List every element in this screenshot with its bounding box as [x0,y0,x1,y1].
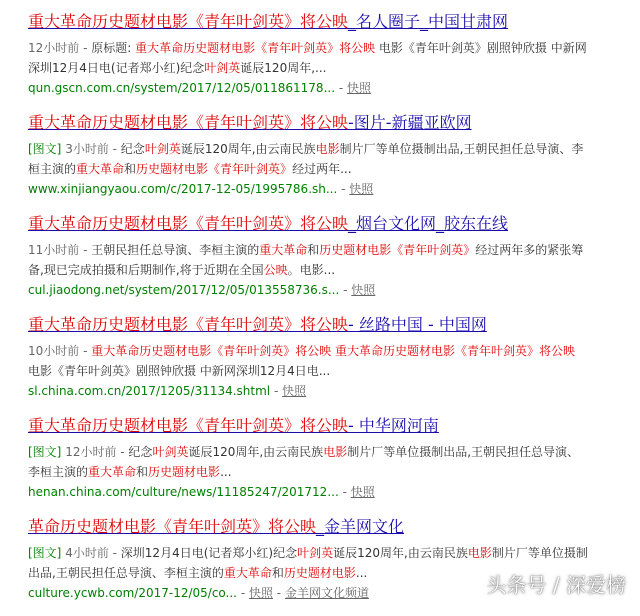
snippet-highlight: 重大革命 [88,465,137,479]
search-result [28,10,588,111]
url-separator: - [335,81,347,95]
snippet-time: 4小时前 - [65,546,121,560]
result-title-link[interactable] [28,313,588,337]
snippet-text: 。电影... [287,263,336,277]
title-highlight: 重大革命历史题材电影《青年叶剑英》将公映 [28,416,349,435]
result-url-line [28,381,588,401]
search-result [28,212,588,313]
result-url-line [28,280,588,300]
title-highlight: 重大革命历史题材电影《青年叶剑英》将公映 [28,315,349,334]
snippet-text: 经过两年... [292,162,352,176]
channel-link[interactable]: 金羊网文化频道 [284,586,369,600]
snippet-highlight: 历史题材电影 [148,465,221,479]
result-url-line [28,482,588,502]
image-text-tag: [图文] [28,546,66,560]
snippet-highlight: 重大革命 [223,566,272,580]
snippet-highlight: 电影 [323,445,348,459]
snippet-time: 10小时前 - [28,344,92,358]
result-url-line [28,78,588,98]
cache-link[interactable]: 快照 [350,485,375,499]
url-separator: - [272,586,285,600]
url-separator: - [270,384,283,398]
title-source: _烟台文化网_胶东在线 [348,214,509,233]
title-highlight: 重大革命历史题材电影《青年叶剑英》将公映 [28,12,349,31]
title-source: -图片-新疆亚欧网 [348,113,472,132]
title-source: - 丝路中国 - 中国网 [348,315,487,334]
snippet-highlight: 叶剑英 [297,546,334,560]
snippet-highlight: 历史题材电影《青年叶剑英》 [319,243,476,257]
snippet-text: 和 [271,566,284,580]
snippet-text: 诞辰120周年,由云南民族 [188,445,324,459]
result-url: sl.china.com.cn/2017/1205/31134.shtml [28,384,271,398]
snippet-text: 和 [136,465,149,479]
snippet-text: ... [220,465,232,479]
result-url: henan.china.com/culture/news/11185247/201712... [28,485,339,499]
snippet-highlight: 电影 [315,142,340,156]
snippet-text: 电影《青年叶剑英》剧照钟欣摄 中新网深圳12月4日电... [28,364,331,378]
watermark: 头条号 / 深爱榜 [486,573,626,597]
title-highlight: 重大革命历史题材电影《青年叶剑英》将公映 [28,214,349,233]
image-text-tag: [图文] [28,142,66,156]
snippet-time: 12小时前 - [28,41,92,55]
snippet-highlight: 电影 [467,546,492,560]
result-url: culture.ycwb.com/2017-12/05/co... [28,586,237,600]
result-url: cul.jiaodong.net/system/2017/12/05/013558736.s... [28,283,340,297]
snippet-time: 12小时前 - [65,445,129,459]
title-source: - 中华网河南 [348,416,439,435]
snippet-text: 和 [307,243,320,257]
snippet-text: 电影《青年叶剑英》剧照钟欣摄 中新网深圳12月4日电(记者郑小红)纪念 [28,41,587,75]
title-highlight: 重大革命历史题材电影《青年叶剑英》将公映 [28,113,349,132]
url-separator: - [337,182,350,196]
result-title-link[interactable] [28,515,588,539]
result-url: qun.gscn.com.cn/system/2017/12/05/011861178... [28,81,336,95]
snippet-highlight: 重大革命 [259,243,308,257]
snippet-text: 纪念 [120,142,145,156]
snippet-highlight: 叶剑英 [144,142,181,156]
result-snippet [28,341,588,381]
snippet-time: 11小时前 - [28,243,92,257]
snippet-highlight: 叶剑英 [204,61,241,75]
result-snippet [28,240,588,280]
result-title-link[interactable] [28,111,588,135]
snippet-text: 原标题: [91,41,136,55]
search-result [28,515,588,616]
result-title-link[interactable] [28,10,588,34]
search-result [28,414,588,515]
snippet-text: 制片厂等单位摄制出品,王朝民担任总导演、李桓主演的 [28,546,588,580]
image-text-tag: [图文] [28,445,66,459]
snippet-highlight: 重大革命历史题材电影《青年叶剑英》将公映 重大革命历史题材电影《青年叶剑英》将公映 [91,344,576,358]
snippet-text: 诞辰120周年,由云南民族 [180,142,316,156]
result-snippet [28,139,588,179]
result-title-link[interactable] [28,212,588,236]
snippet-highlight: 公映 [263,263,288,277]
search-result [28,111,588,212]
url-separator: - [338,485,351,499]
snippet-text: ... [355,566,368,580]
snippet-text: 制片厂等单位摄制出品,王朝民担任总导演、李桓主演的 [28,445,580,479]
cache-link[interactable]: 快照 [248,586,273,600]
result-snippet [28,442,588,482]
cache-link[interactable]: 快照 [346,81,371,95]
snippet-highlight: 重大革命 [76,162,125,176]
snippet-time: 3小时前 - [65,142,121,156]
url-separator: - [237,586,249,600]
snippet-text: 诞辰120周年,由云南民族 [333,546,468,560]
title-source: _名人圈子_中国甘肃网 [348,12,509,31]
cache-link[interactable]: 快照 [351,283,376,297]
snippet-highlight: 重大革命历史题材电影《青年叶剑英》将公映 [135,41,376,55]
snippet-text: 经过两年多的紧张筹备,现已完成拍摄和后期制作,将于近期在全国 [28,243,584,277]
result-url: www.xinjiangyaou.com/c/2017-12-05/1995786.sh... [28,182,338,196]
snippet-text: 制片厂等单位摄制出品,王朝民担任总导演、李桓主演的 [28,142,584,176]
snippet-highlight: 叶剑英 [152,445,189,459]
snippet-highlight: 历史题材电影 [283,566,356,580]
title-source: _金羊网文化 [316,517,405,536]
result-snippet [28,38,588,78]
snippet-highlight: 历史题材电影《青年叶剑英》 [136,162,293,176]
title-highlight: 革命历史题材电影《青年叶剑英》将公映 [28,517,317,536]
snippet-text: 王朝民担任总导演、李桓主演的 [91,243,260,257]
snippet-text: 纪念 [128,445,153,459]
snippet-text: 诞辰120周年,... [240,61,327,75]
cache-link[interactable]: 快照 [349,182,374,196]
url-separator: - [339,283,352,297]
search-result [28,313,588,414]
snippet-text: 和 [124,162,137,176]
snippet-text: 深圳12月4日电(记者郑小红)纪念 [120,546,298,560]
search-results [28,10,588,616]
result-title-link[interactable] [28,414,588,438]
cache-link[interactable]: 快照 [282,384,307,398]
result-url-line [28,179,588,199]
